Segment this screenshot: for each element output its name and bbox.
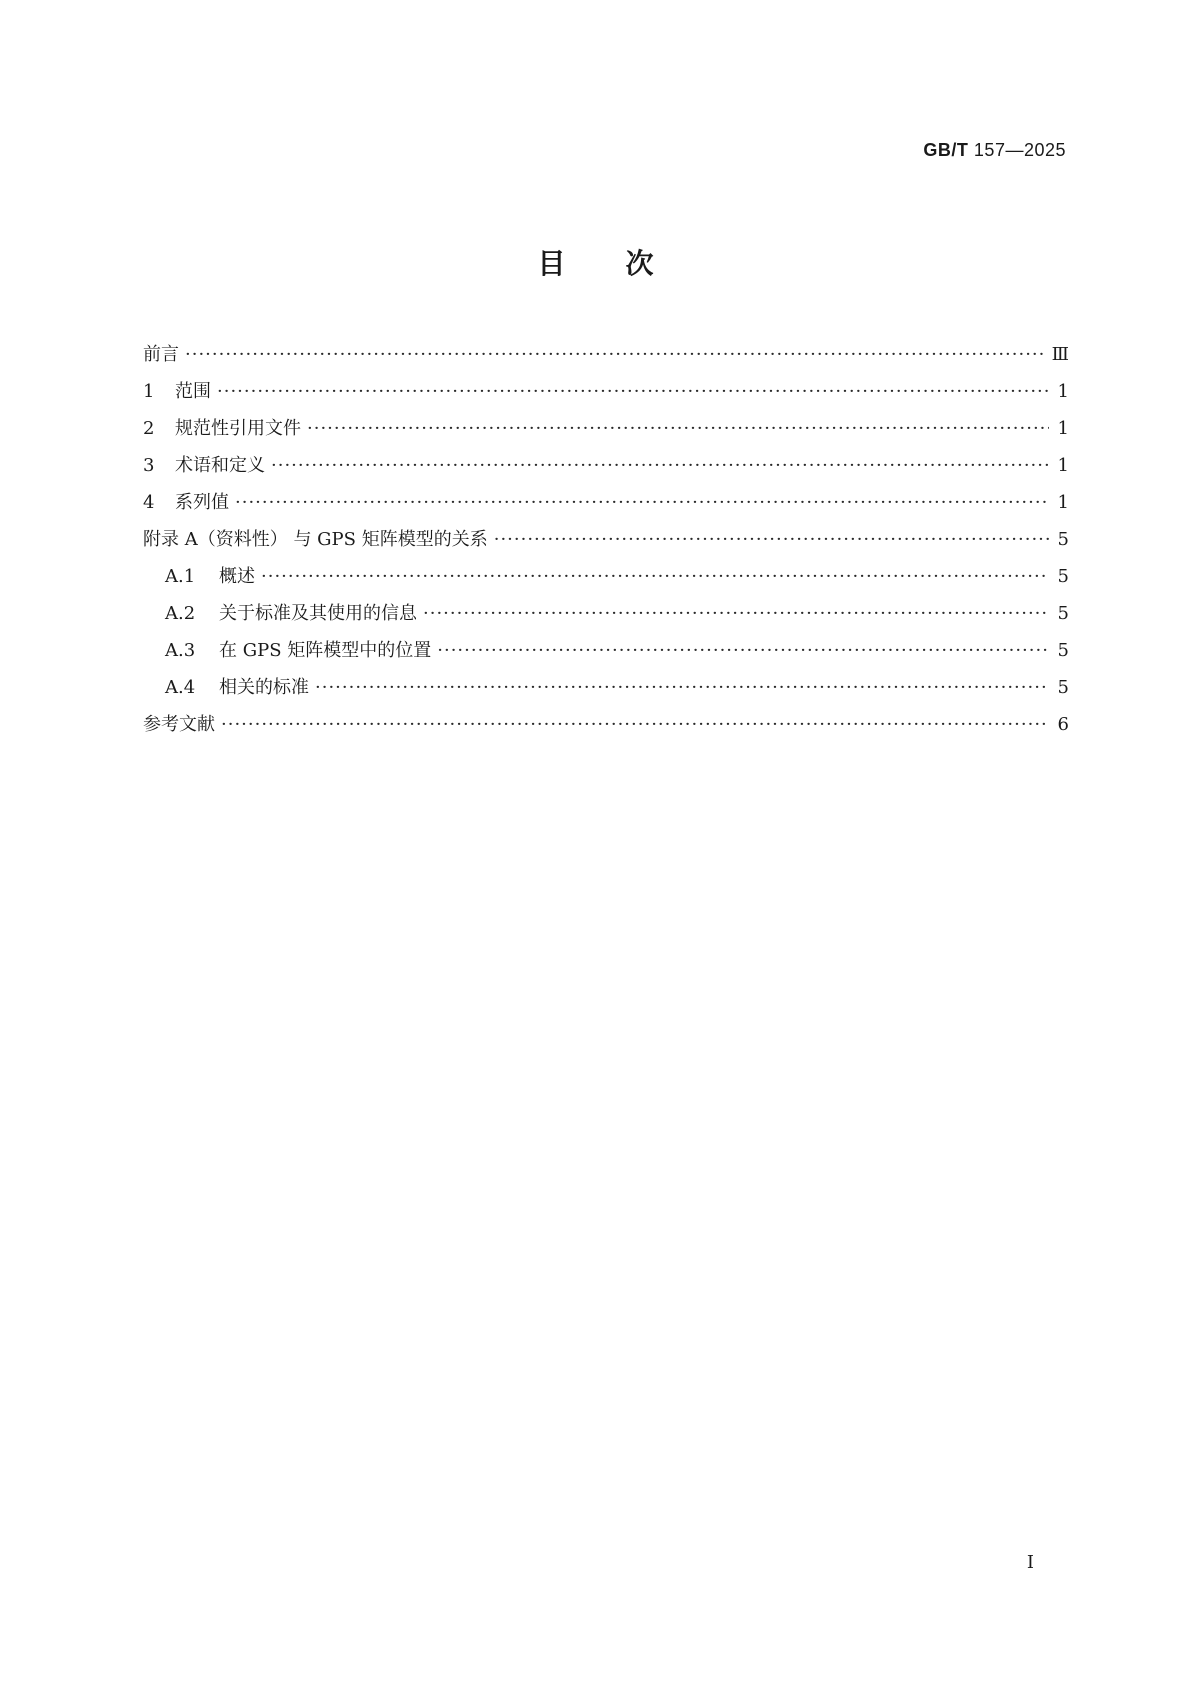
toc-entry[interactable] [143, 377, 1069, 414]
page-number: Ⅰ [1026, 1552, 1034, 1573]
toc-leader [221, 714, 1049, 735]
toc-entry-number: A.2 [165, 603, 196, 624]
toc-entry-page: 1 [1057, 455, 1069, 476]
toc-entry-label: 相关的标准 [219, 677, 309, 698]
toc-subentry[interactable] [143, 636, 1069, 673]
page-title: 目次 [537, 247, 714, 280]
toc-subentry[interactable] [143, 673, 1069, 710]
toc-entry-page: 5 [1057, 640, 1069, 661]
toc-leader [271, 455, 1049, 476]
toc-leader [437, 640, 1049, 661]
toc-entry-page: 1 [1057, 492, 1069, 513]
toc-entry-label: 系列值 [175, 492, 229, 513]
toc-entry-label: 术语和定义 [175, 455, 265, 476]
toc-entry-page: 1 [1057, 381, 1069, 402]
toc-entry[interactable] [143, 340, 1069, 377]
toc-leader [315, 677, 1049, 698]
toc-leader [423, 603, 1049, 624]
standard-prefix: GB/T [923, 140, 969, 160]
toc-entry-page: 1 [1057, 418, 1069, 439]
standard-code [923, 140, 1066, 161]
table-of-contents [143, 340, 1069, 747]
toc-entry-label: 关于标准及其使用的信息 [219, 603, 417, 624]
toc-entry-number: A.1 [165, 566, 196, 587]
toc-entry[interactable] [143, 451, 1069, 488]
toc-entry-number: 2 [143, 418, 155, 439]
toc-subentry[interactable] [143, 562, 1069, 599]
toc-entry-label: 范围 [175, 381, 211, 402]
toc-entry-page: 5 [1057, 603, 1069, 624]
standard-number: 157—2025 [973, 140, 1066, 160]
toc-leader [235, 492, 1049, 513]
toc-entry-label: 前言 [143, 344, 179, 365]
toc-entry-page: 6 [1057, 714, 1069, 735]
toc-entry-number: A.4 [165, 677, 196, 698]
toc-leader [494, 529, 1049, 550]
toc-entry-number: A.3 [165, 640, 196, 661]
toc-entry-page: 5 [1057, 566, 1069, 587]
toc-entry-number: 1 [143, 381, 155, 402]
toc-entry-page: 5 [1057, 677, 1069, 698]
toc-entry-page: 5 [1057, 529, 1069, 550]
toc-entry[interactable] [143, 710, 1069, 747]
toc-entry[interactable] [143, 488, 1069, 525]
toc-entry-label: 参考文献 [143, 714, 215, 735]
toc-entry-label: 概述 [219, 566, 255, 587]
toc-leader [307, 418, 1049, 439]
toc-entry[interactable] [143, 414, 1069, 451]
toc-leader [261, 566, 1049, 587]
toc-leader [185, 344, 1046, 365]
toc-subentry[interactable] [143, 599, 1069, 636]
toc-entry-label: 在 GPS 矩阵模型中的位置 [219, 640, 432, 661]
toc-entry-page: Ⅲ [1051, 344, 1069, 365]
toc-entry[interactable] [143, 525, 1069, 562]
toc-entry-number: 3 [143, 455, 155, 476]
toc-leader [217, 381, 1049, 402]
toc-entry-number: 4 [143, 492, 155, 513]
toc-entry-label: 附录 A（资料性） 与 GPS 矩阵模型的关系 [143, 529, 488, 550]
toc-entry-label: 规范性引用文件 [175, 418, 301, 439]
